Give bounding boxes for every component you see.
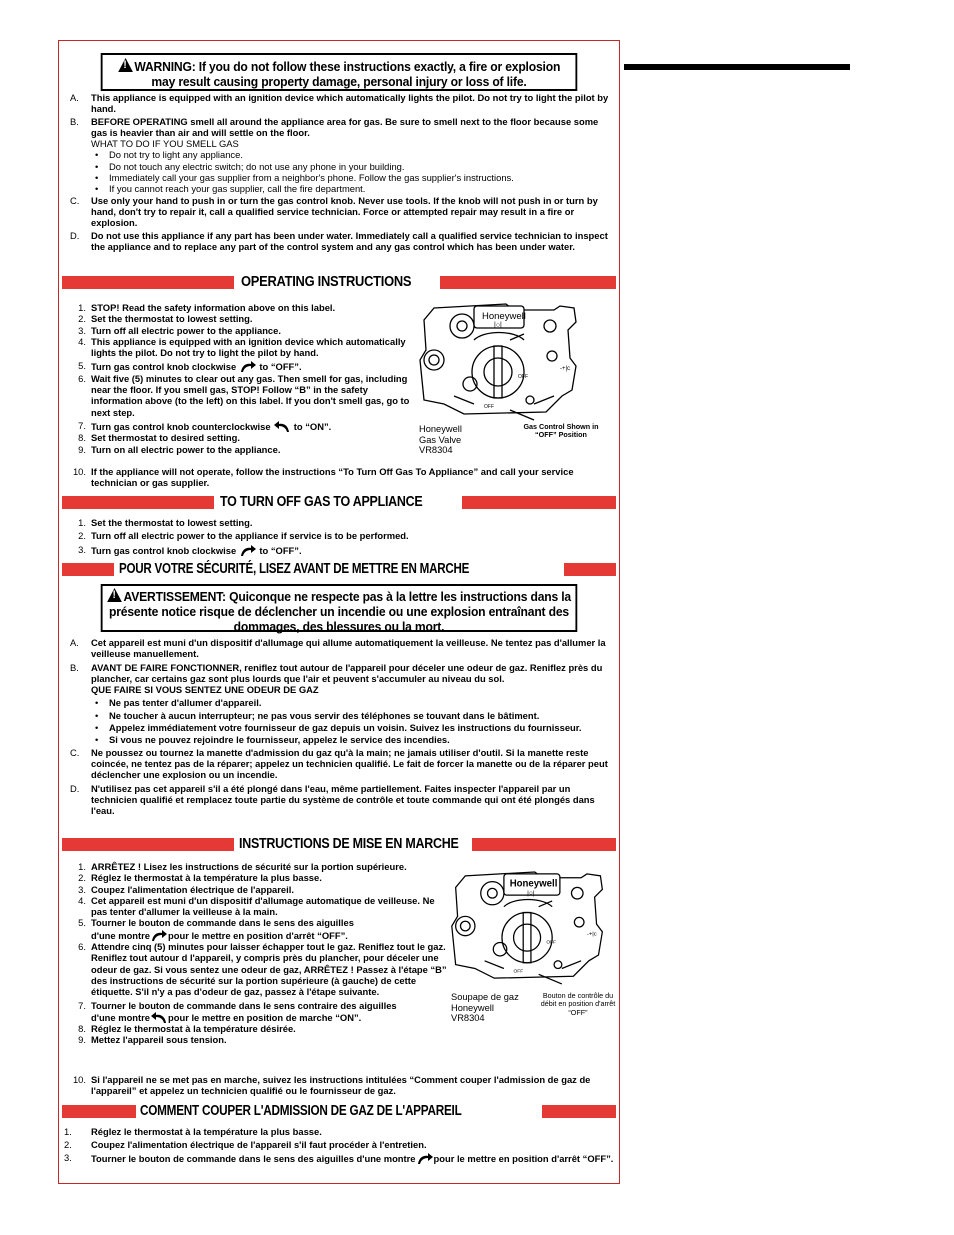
safety-en-b: B. BEFORE OPERATING smell all around the appliance area for gas. Be sure to smell next to the floor because some gas is heavier than air and will settle on the floor. xyxy=(70,115,599,138)
counterclockwise-arrow-icon xyxy=(150,1011,168,1023)
svg-text:-+|c: -+|c xyxy=(586,931,597,938)
mise-step-10-wrap xyxy=(64,1074,616,1097)
clockwise-arrow-icon xyxy=(239,360,257,372)
svg-text:OFF: OFF xyxy=(518,374,528,380)
op-step-10-wrap xyxy=(64,466,616,489)
mise-steps xyxy=(64,861,448,1046)
valve-note-1: Gas Control Shown in “OFF” Position xyxy=(523,422,599,440)
bullet-en-2: • Do not touch any electric switch; do not use any phone in your building. xyxy=(95,160,405,172)
safety-en-a: A. This appliance is equipped with an ignition device which automatically lights the pilot. Do not try to light the pilot by hand. xyxy=(70,92,609,115)
warning-line-2: may result causing property damage, personal injury or loss of life. xyxy=(151,74,527,89)
clockwise-arrow-icon xyxy=(239,544,257,556)
cou-step-2: 2. Coupez l'alimentation électrique de l'appareil s'il faut procéder à l'entretien. xyxy=(64,1139,427,1151)
warning-icon xyxy=(118,58,133,72)
fr-safety-header xyxy=(60,561,618,578)
mise-step-5: 5. Tourner le bouton de commande dans le sens des aiguilles d'une montre pour le mettre en position d'arrêt “OFF”. xyxy=(78,917,354,941)
op-step-4: 4. This appliance is equipped with an ignition device which automatically lights the pilot. Do not try to light the pilot by hand. xyxy=(78,335,406,359)
couper-title: COMMENT COUPER L'ADMISSION DE GAZ DE L'APPAREIL xyxy=(140,1103,462,1119)
valve-note-2: Bouton de contrôle du débit en position d'arrêt “OFF” xyxy=(540,991,616,1017)
operating-header xyxy=(60,274,618,291)
svg-text:OFF: OFF xyxy=(513,969,524,975)
what-to-do-fr: QUE FAIRE SI VOUS SENTEZ UNE ODEUR DE GAZ xyxy=(91,684,319,696)
svg-text:|○|: |○| xyxy=(527,890,535,898)
svg-text:OFF: OFF xyxy=(484,404,494,410)
safety-fr-d: D. N'utilisez pas cet appareil s'il a été plongé dans l'eau, même partiellement. Faites inspecter l'appareil par un technicien qualifié et remplacez toute partie du système de contrôle et toute commande qui ont été plongés dans l'eau. xyxy=(70,782,595,817)
mise-step-7: 7. Tourner le bouton de commande dans le sens contraire des aiguilles d'une montre pour le mettre en position de marche “ON”. xyxy=(78,999,397,1023)
warning-box xyxy=(101,53,578,91)
mise-title: INSTRUCTIONS DE MISE EN MARCHE xyxy=(239,836,459,852)
avertissement-box: !AVERTISSEMENT: Quiconque ne respecte pas à la lettre les instructions dans la présente notice risque de déclencher un incendie ou une explosion entraînant des dommages, des blessures ou la mort. xyxy=(101,584,578,632)
safety-fr-a: A. Cet appareil est muni d'un dispositif d'allumage qui allume automatiquement la veilleuse. Ne tentez pas d'allumer la veilleuse manuellement. xyxy=(70,637,606,660)
bullet-fr-3: • Appelez immédiatement votre fournisseur de gaz depuis un voisin. Suivez les instructions du fournisseur. xyxy=(95,722,582,734)
fr-safety-title: POUR VOTRE SÉCURITÉ, LISEZ AVANT DE METTRE EN MARCHE xyxy=(119,561,470,577)
safety-en-c: C. Use only your hand to push in or turn the gas control knob. Never use tools. If the knob will not push in or turn by hand, don't try to repair it, call a qualified service technician. Force or attempted repair may result in a fire or explosion. xyxy=(70,194,598,229)
off-step-3: 3. Turn gas control knob clockwise to “OFF”. xyxy=(78,543,302,556)
mise-step-10: 10. Si l'appareil ne se met pas en marche, suivez les instructions intitulées “Comment couper l'admission de gaz de l'appareil” et appelez un technicien qualifié ou le fournisseur de gaz. xyxy=(72,1074,591,1097)
counterclockwise-arrow-icon xyxy=(273,420,291,432)
safety-fr-b: B. AVANT DE FAIRE FONCTIONNER, reniflez tout autour de l'appareil pour déceler une odeur de gaz. Reniflez près du plancher, car certains gaz sont plus lourds que l'air et peuvent s'accumuler au niveau du sol. xyxy=(70,661,603,684)
op-step-10: 10. If the appliance will not operate, follow the instructions “To Turn Off Gas To Appliance” and call your service technician or gas supplier. xyxy=(72,466,574,489)
warning-line-1: WARNING: If you do not follow these instructions exactly, a fire or explosion xyxy=(134,59,561,74)
couper-steps xyxy=(64,1126,616,1164)
op-step-1: 1. STOP! Read the safety information above on this label. xyxy=(78,302,336,313)
turnoff-title: TO TURN OFF GAS TO APPLIANCE xyxy=(220,494,423,510)
operating-steps xyxy=(64,302,414,455)
mise-step-9: 9. Mettez l'appareil sous tension. xyxy=(78,1034,227,1046)
svg-text:-+|c: -+|c xyxy=(560,366,571,372)
mise-step-1: 1. ARRÊTEZ ! Lisez les instructions de sécurité sur la portion supérieure. xyxy=(78,861,407,872)
safety-fr xyxy=(64,637,616,816)
honeywell-valve-illustration xyxy=(414,300,586,422)
valve-brand-2: Honeywell xyxy=(509,878,558,890)
mise-header xyxy=(60,836,618,853)
op-step-8: 8. Set thermostat to desired setting. xyxy=(78,432,240,444)
mise-step-3: 3. Coupez l'alimentation électrique de l'appareil. xyxy=(78,883,294,895)
clockwise-arrow-icon xyxy=(150,929,168,941)
valve-caption-1: Honeywell Gas Valve VR8304 xyxy=(419,424,462,455)
warning-icon xyxy=(107,588,122,602)
valve-caption-2: Soupape de gaz Honeywell VR8304 xyxy=(451,992,519,1023)
off-step-2: 2. Turn off all electric power to the appliance if service is to be performed. xyxy=(78,530,409,542)
cou-step-3: 3. Tourner le bouton de commande dans le sens des aiguilles d'une montre pour le mettre en position d'arrêt “OFF”. xyxy=(64,1151,614,1164)
top-right-rule xyxy=(624,64,850,70)
mise-step-2: 2. Réglez le thermostat à la température la plus basse. xyxy=(78,872,322,884)
operating-title: OPERATING INSTRUCTIONS xyxy=(241,274,412,290)
svg-text:OFF: OFF xyxy=(546,940,556,946)
op-step-2: 2. Set the thermostat to lowest setting. xyxy=(78,313,253,325)
op-step-5: 5. Turn gas control knob clockwise to “OFF”. xyxy=(78,360,302,373)
op-step-9: 9. Turn on all electric power to the appliance. xyxy=(78,443,281,455)
honeywell-valve-illustration-fr xyxy=(446,866,612,988)
bullet-en-1: • Do not try to light any appliance. xyxy=(95,149,243,161)
bullet-fr-4: • Si vous ne pouvez rejoindre le fournisseur, appelez le service des incendies. xyxy=(95,734,450,746)
bullet-fr-2: • Ne toucher à aucun interrupteur; ne pas vous servir des téléphones se touvant dans le bâtiment. xyxy=(95,709,540,721)
svg-text:|○|: |○| xyxy=(494,322,502,329)
valve-brand-1: Honeywell xyxy=(482,311,526,322)
op-step-7: 7. Turn gas control knob counterclockwise to “ON”. xyxy=(78,419,332,432)
bullet-fr-1: • Ne pas tenter d'allumer d'appareil. xyxy=(95,697,262,709)
turnoff-header xyxy=(60,494,618,511)
op-step-6: 6. Wait five (5) minutes to clear out any gas. Then smell for gas, including near the floor. If you smell gas, STOP! Follow “B” in the safety information above (to the left) on this label. If you don't smell gas, go to next step. xyxy=(78,372,410,418)
mise-step-8: 8. Réglez le thermostat à la température désirée. xyxy=(78,1023,296,1035)
safety-en-d: D. Do not use this appliance if any part has been under water. Immediately call a qualified service technician to inspect the appliance and to replace any part of the control system and any gas control which has been under water. xyxy=(70,229,608,252)
bullet-en-4: • If you cannot reach your gas supplier, call the fire department. xyxy=(95,183,366,195)
safety-fr-c: C. Ne poussez ou tournez la manette d'admission du gaz qu'à la main; ne jamais utiliser d'outil. Si la manette reste coincée, ne tentez pas de la réparer; appelez un technicien qualifié. Le fait de forcer la manette ou de la réparer peut déclencher une explosion ou un incendie. xyxy=(70,746,608,781)
couper-header xyxy=(60,1103,618,1120)
turnoff-steps xyxy=(64,517,616,556)
safety-en xyxy=(64,92,616,252)
cou-step-1: 1. Réglez le thermostat à la température la plus basse. xyxy=(64,1126,322,1137)
bullet-en-3: • Immediately call your gas supplier from a neighbor's phone. Follow the gas supplier's instructions. xyxy=(95,172,514,184)
off-step-1: 1. Set the thermostat to lowest setting. xyxy=(78,517,253,528)
mise-step-4: 4. Cet appareil est muni d'un dispositif d'allumage automatique de veilleuse. Ne pas tenter d'allumer la veilleuse à la main. xyxy=(78,894,435,918)
what-to-do-en: WHAT TO DO IF YOU SMELL GAS xyxy=(91,138,239,150)
clockwise-arrow-icon xyxy=(416,1152,434,1164)
op-step-3: 3. Turn off all electric power to the appliance. xyxy=(78,324,281,336)
mise-step-6: 6. Attendre cinq (5) minutes pour laisser échapper tout le gaz. Reniflez tout le gaz. Reniflez tout autour d l'appareil, y compris près du plancher, pour déceler une odeur de gaz. Si vous sentez une odeur de gaz, ARRÊTEZ ! Passez à l'étape “B” des instructions de sécurité sur la portion supérieure (à gauche) de cette étiquette. S'il n'y a pas d'odeur de gaz, passez à l'étape suivante. xyxy=(78,941,447,998)
